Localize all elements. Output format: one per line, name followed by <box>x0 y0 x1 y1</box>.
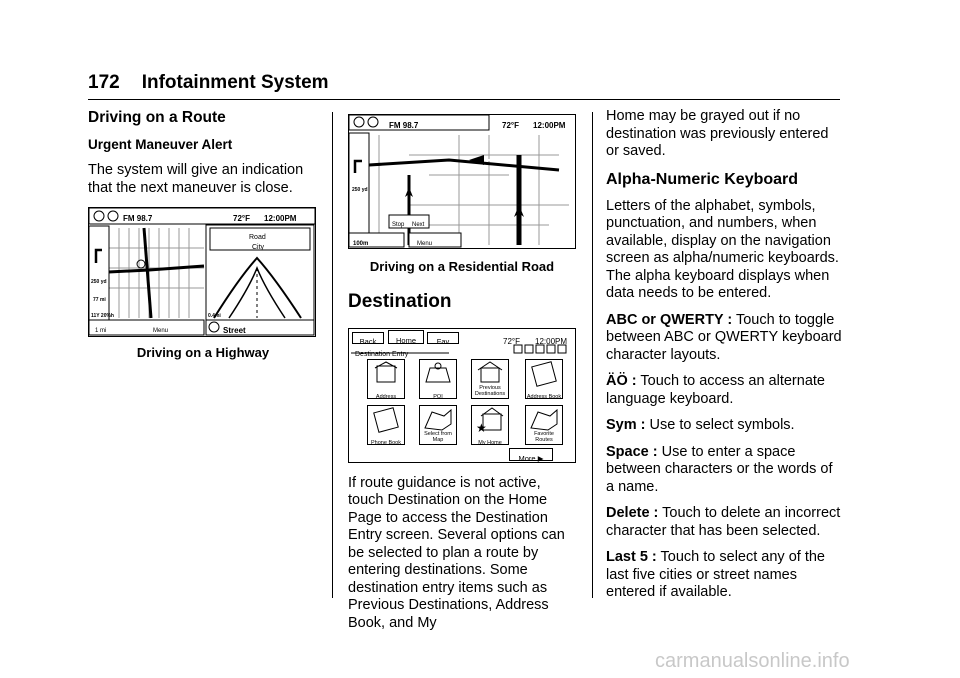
phone-book-button[interactable] <box>367 405 405 445</box>
favorite-routes-icon <box>526 406 562 432</box>
highway-road-label: Road <box>249 234 266 241</box>
column-3-continuation: Home may be grayed out if no destination was previously entered or saved. <box>606 108 829 159</box>
text-ao: Touch to access an alternate language keyboard. <box>606 373 825 407</box>
highway-distance-1: 250 yd <box>91 279 107 285</box>
address-icon <box>368 360 404 388</box>
highway-caption: Driving on a Highway <box>136 345 270 360</box>
my-home-label: My Home <box>478 439 502 446</box>
destination-entry-title: Destination Entry <box>355 350 409 358</box>
section-title: Infotainment System <box>141 72 329 93</box>
residential-radio-station: FM 98.7 <box>389 121 419 130</box>
page-header <box>88 72 329 94</box>
keyboard-item-delete <box>606 505 844 540</box>
driving-route-heading: Driving on a Route <box>88 109 226 126</box>
home-button[interactable]: Home <box>388 330 424 344</box>
residential-menu-button[interactable]: Menu <box>417 241 433 247</box>
footer-watermark: carmanualsonline.info <box>655 650 850 672</box>
phone-book-icon <box>368 406 404 434</box>
header-rule <box>88 99 840 100</box>
poi-icon <box>420 360 456 388</box>
previous-destinations-button[interactable] <box>471 359 509 399</box>
address-button[interactable] <box>367 359 405 399</box>
highway-city-label: City <box>252 244 265 251</box>
column-2 <box>348 108 576 641</box>
keyboard-heading: Alpha-Numeric Keyboard <box>606 170 799 188</box>
keyboard-intro: Letters of the alphabet, symbols, punctuation, and numbers, when available, display on the navigation screen as alpha/numeric keyboards. The alpha keyboard displays when data needs to be entered. <box>606 197 839 301</box>
column-3 <box>606 108 844 611</box>
term-delete: Delete : <box>606 505 659 521</box>
highway-street-label: Street <box>223 326 246 335</box>
more-button[interactable] <box>509 448 553 461</box>
destination-body: If route guidance is not active, touch Destination on the Home Page to access the Destination Entry screen. Several options can be selected to plan a route by entering destinations. Some destination entry items such as Previous Destinations, Address Book, and My <box>348 474 565 631</box>
urgent-alert-subheading: Urgent Maneuver Alert <box>88 137 233 152</box>
more-label: More <box>518 453 536 463</box>
residential-caption: Driving on a Residential Road <box>369 259 555 274</box>
text-sym: Use to select symbols. <box>649 417 795 433</box>
page-number: 172 <box>88 72 120 93</box>
map-icon <box>420 406 456 432</box>
favorite-routes-button[interactable] <box>525 405 563 445</box>
column-divider-1 <box>332 112 333 598</box>
column-1 <box>88 108 318 374</box>
destination-clock: 12:00PM <box>535 336 568 346</box>
address-label: Address <box>375 393 397 400</box>
highway-distance-4: 0.4mi <box>208 313 221 319</box>
keyboard-item-abc <box>606 312 844 365</box>
highway-distance-2: 77 mi <box>93 297 106 303</box>
destination-temperature: 72°F <box>503 336 520 346</box>
text-delete: Touch to delete an incorrect character that has been selected. <box>606 505 841 539</box>
previous-destinations-icon <box>472 360 508 386</box>
highway-radio-station: FM 98.7 <box>123 214 153 223</box>
destination-screen-figure <box>348 328 576 463</box>
text-abc: Touch to toggle between ABC or QWERTY keyboard character layouts. <box>606 311 842 363</box>
keyboard-item-ao <box>606 373 844 408</box>
highway-menu-button[interactable]: Menu <box>153 328 169 334</box>
keyboard-item-sym <box>606 417 844 435</box>
poi-button[interactable] <box>419 359 457 399</box>
previous-destinations-label: Previous Destinations <box>474 384 506 397</box>
residential-screen-figure <box>348 114 576 249</box>
residential-temperature: 72°F <box>502 121 519 130</box>
favorite-routes-label: Favorite Routes <box>534 430 554 443</box>
term-last5: Last 5 : <box>606 549 657 565</box>
text-last5: Touch to select any of the last five cities or street names entered if available. <box>606 549 825 600</box>
highway-eta: 11Y 20%h <box>91 313 114 319</box>
poi-label: POI <box>433 393 443 400</box>
back-button[interactable]: Back <box>352 332 384 344</box>
highway-screen-figure <box>88 207 316 337</box>
my-home-button[interactable] <box>471 405 509 445</box>
residential-stop-button[interactable]: Stop <box>392 222 405 228</box>
term-space: Space : <box>606 443 658 460</box>
keyboard-item-last5 <box>606 549 844 602</box>
residential-clock: 12:00PM <box>533 121 566 130</box>
residential-distance: 250 yd <box>352 187 368 193</box>
term-abc: ABC or QWERTY : <box>606 311 733 328</box>
highway-clock: 12:00PM <box>264 214 297 223</box>
address-book-button[interactable] <box>525 359 563 399</box>
highway-temperature: 72°F <box>233 214 250 223</box>
address-book-label: Address Book <box>526 393 562 400</box>
destination-heading: Destination <box>348 290 452 312</box>
term-ao: ÄÖ : <box>606 373 637 389</box>
more-arrow-icon: ▶ <box>537 453 544 463</box>
select-from-map-label: Select from Map <box>424 430 452 443</box>
urgent-alert-body: The system will give an indication that the next maneuver is close. <box>88 162 304 196</box>
fav-button[interactable]: Fav <box>427 332 459 344</box>
term-sym: Sym : <box>606 417 646 433</box>
residential-map-graphic <box>349 115 575 248</box>
home-star-icon <box>472 406 508 434</box>
address-book-icon <box>526 360 562 388</box>
phone-book-label: Phone Book <box>371 439 401 446</box>
keyboard-item-space <box>606 444 844 497</box>
text-space: Use to enter a space between characters or the words of a name. <box>606 443 833 495</box>
column-divider-2 <box>592 112 593 598</box>
svg-text:★: ★ <box>476 420 487 434</box>
residential-next-button[interactable]: Next <box>412 222 425 228</box>
highway-scale: 1 mi <box>95 328 107 334</box>
residential-scale: 100m <box>353 241 369 247</box>
select-from-map-button[interactable] <box>419 405 457 445</box>
